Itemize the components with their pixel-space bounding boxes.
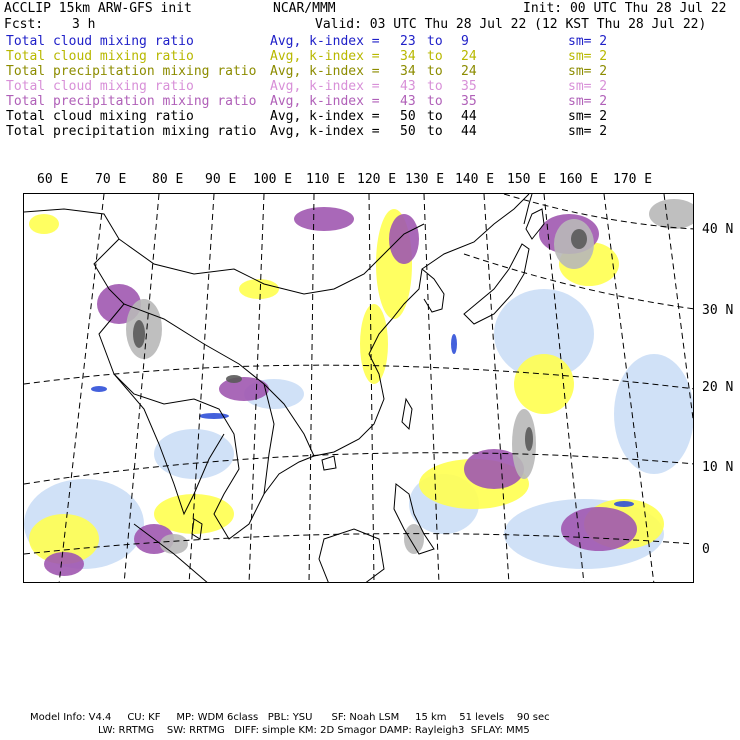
longitude-label: 60 E xyxy=(37,172,69,187)
model-info-line2: LW: RRTMG SW: RRTMG DIFF: simple KM: 2D Smagor DAMP: Rayleigh3 SFLAY: MM5 xyxy=(98,725,530,736)
legend-avg-label: Avg, k-index = xyxy=(270,94,380,109)
coastline-korea xyxy=(422,269,444,312)
cloud-patch xyxy=(614,354,694,474)
longitude-label: 80 E xyxy=(152,172,184,187)
precip-area xyxy=(294,207,354,231)
legend-avg-label: Avg, k-index = xyxy=(270,49,380,64)
legend-avg-label: Avg, k-index = xyxy=(270,34,380,49)
cloud-streak xyxy=(91,386,107,392)
legend-to: to xyxy=(427,34,443,49)
legend-row xyxy=(6,94,726,109)
latitude-label: 0 xyxy=(702,542,710,557)
map-svg xyxy=(24,194,694,583)
gridline-lon-140 xyxy=(484,194,509,583)
hainan xyxy=(322,456,336,470)
precip-area xyxy=(44,552,84,576)
heavy-precip-core xyxy=(226,375,242,383)
legend-field-name: Total cloud mixing ratio xyxy=(6,34,194,49)
forecast-label: Fcst: xyxy=(4,17,44,32)
legend-row xyxy=(6,124,726,139)
legend-k-start: 43 xyxy=(400,94,416,109)
cloud-streak xyxy=(451,334,457,354)
legend-to: to xyxy=(427,94,443,109)
model-info-line1: Model Info: V4.4 CU: KF MP: WDM 6class PBL: YSU SF: Noah LSM 15 km 51 levels 90 sec xyxy=(30,712,550,723)
latitude-label: 10 N xyxy=(702,460,734,475)
legend-field-name: Total cloud mixing ratio xyxy=(6,79,194,94)
legend-field-name: Total precipitation mixing ratio xyxy=(6,124,257,139)
legend-k-start: 50 xyxy=(400,124,416,139)
high-cloud xyxy=(649,199,694,229)
legend-row xyxy=(6,79,726,94)
gridline-lon-110 xyxy=(309,194,314,583)
mid-cloud-band xyxy=(514,354,574,414)
longitude-label: 140 E xyxy=(455,172,495,187)
legend-k-end: 9 xyxy=(461,34,469,49)
weather-map xyxy=(23,193,694,583)
heavy-precip-core xyxy=(525,427,533,451)
legend-row xyxy=(6,34,726,49)
legend-field-name: Total precipitation mixing ratio xyxy=(6,94,257,109)
longitude-label: 130 E xyxy=(405,172,445,187)
legend-k-start: 43 xyxy=(400,79,416,94)
gridline-lat-10 xyxy=(24,453,694,484)
latitude-label: 40 N xyxy=(702,222,734,237)
init-time: Init: 00 UTC Thu 28 Jul 22 xyxy=(523,1,727,16)
legend-smoothing: sm= 2 xyxy=(568,49,608,64)
organization-label: NCAR/MMM xyxy=(273,1,336,16)
legend-field-name: Total precipitation mixing ratio xyxy=(6,64,257,79)
legend-k-end: 24 xyxy=(461,64,477,79)
cloud-streak xyxy=(614,501,634,507)
precip-area xyxy=(219,377,269,401)
heavy-precip-core xyxy=(571,229,587,249)
heavy-precip-core xyxy=(133,320,145,348)
legend-avg-label: Avg, k-index = xyxy=(270,79,380,94)
legend-smoothing: sm= 2 xyxy=(568,64,608,79)
legend-k-end: 35 xyxy=(461,79,477,94)
legend-smoothing: sm= 2 xyxy=(568,109,608,124)
longitude-label: 160 E xyxy=(559,172,599,187)
legend-smoothing: sm= 2 xyxy=(568,94,608,109)
taiwan xyxy=(402,399,412,429)
high-cloud xyxy=(160,534,188,554)
legend-to: to xyxy=(427,64,443,79)
forecast-hour: 3 h xyxy=(72,17,96,32)
gridline-lon-120 xyxy=(369,194,374,583)
legend-to: to xyxy=(427,109,443,124)
legend-k-end: 44 xyxy=(461,109,477,124)
legend-avg-label: Avg, k-index = xyxy=(270,64,380,79)
legend-smoothing: sm= 2 xyxy=(568,34,608,49)
gridline-lat-20 xyxy=(24,365,694,389)
legend-row xyxy=(6,49,726,64)
legend-k-start: 50 xyxy=(400,109,416,124)
longitude-label: 90 E xyxy=(205,172,237,187)
longitude-label: 120 E xyxy=(357,172,397,187)
legend-k-start: 34 xyxy=(400,49,416,64)
legend-smoothing: sm= 2 xyxy=(568,124,608,139)
legend-k-start: 34 xyxy=(400,64,416,79)
legend-row xyxy=(6,109,726,124)
legend-avg-label: Avg, k-index = xyxy=(270,124,380,139)
legend-to: to xyxy=(427,124,443,139)
precip-area xyxy=(561,507,637,551)
mid-cloud-band xyxy=(29,214,59,234)
legend-to: to xyxy=(427,79,443,94)
legend-k-start: 23 xyxy=(400,34,416,49)
longitude-label: 110 E xyxy=(306,172,346,187)
legend-to: to xyxy=(427,49,443,64)
plot-title: ACCLIP 15km ARW-GFS init xyxy=(4,1,192,16)
legend-field-name: Total cloud mixing ratio xyxy=(6,49,194,64)
valid-time: Valid: 03 UTC Thu 28 Jul 22 (12 KST Thu 28 Jul 22) xyxy=(315,17,707,32)
longitude-label: 100 E xyxy=(253,172,293,187)
precip-area xyxy=(389,214,419,264)
legend-k-end: 44 xyxy=(461,124,477,139)
legend-k-end: 35 xyxy=(461,94,477,109)
legend-field-name: Total cloud mixing ratio xyxy=(6,109,194,124)
latitude-label: 30 N xyxy=(702,303,734,318)
legend-row xyxy=(6,64,726,79)
longitude-label: 70 E xyxy=(95,172,127,187)
latitude-label: 20 N xyxy=(702,380,734,395)
legend-k-end: 24 xyxy=(461,49,477,64)
legend-smoothing: sm= 2 xyxy=(568,79,608,94)
legend-avg-label: Avg, k-index = xyxy=(270,109,380,124)
longitude-label: 170 E xyxy=(613,172,653,187)
longitude-label: 150 E xyxy=(507,172,547,187)
